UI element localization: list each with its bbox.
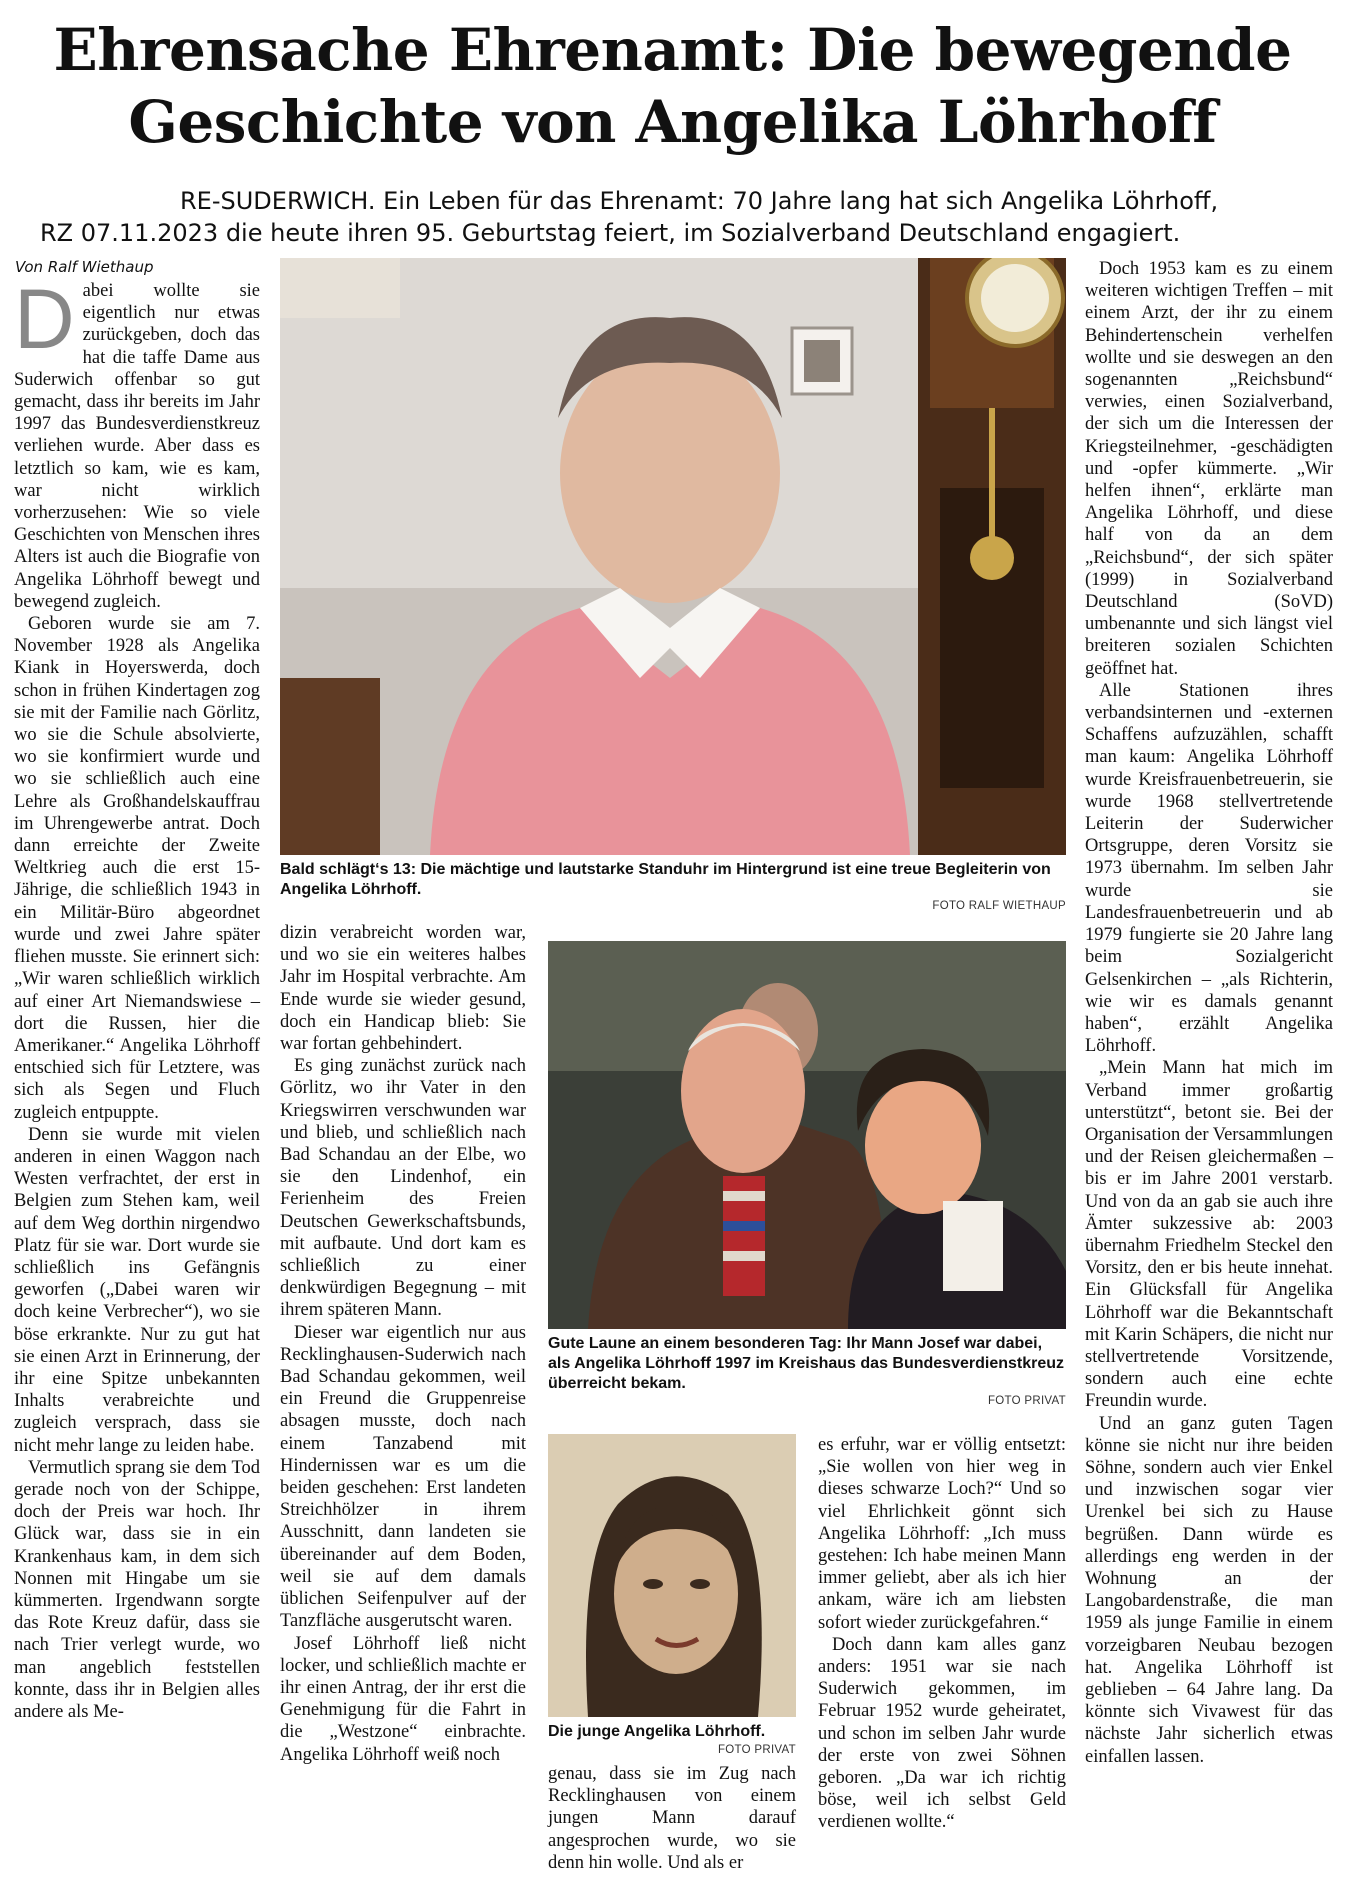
lead-line-1: RE-SUDERWICH. Ein Leben für das Ehrenamt: 70 Jahre lang hat sich Angelika Löhrhoff, [180, 187, 1219, 215]
main-photo-caption: Bald schlägt‘s 13: Die mächtige und lautstarke Standuhr im Hintergrund ist eine treue Begleiterin von Angelika Löhrhoff. [280, 861, 1051, 898]
young-portrait-credit: FOTO PRIVAT [717, 1744, 796, 1756]
author-byline: Von Ralf Wiethaup [15, 258, 154, 276]
headline [0, 14, 1345, 158]
paragraph: Josef Löhrhoff ließ nicht locker, und schließlich machte er ihr einen Antrag, der ihr erst die Genehmigung für die Fahrt in die „Westzone“ einbrachte. Angelika Löhrhoff weiß noch [280, 1633, 526, 1765]
paragraph: „Mein Mann hat mich im Verband immer großartig unterstützt“, betont sie. Bei der Organisation der Versammlungen und der Reisen gleichermaßen – bis er im Jahre 2001 verstarb. Und von da an gab sie auch ihre Ämter sukzessive ab: 2003 übernahm Friedhelm Steckel den Vorsitz, den er bis heute innehat. Ein Glücksfall für Angelika Löhrhoff war die Bekanntschaft mit Karin Schäpers, die nicht nur stellvertretende Vorsitzende, sondern auch eine echte Freundin wurde. [1085, 1058, 1333, 1412]
article-column-2 [280, 922, 526, 1766]
paragraph: Doch 1953 kam es zu einem weiteren wichtigen Treffen – mit einem Arzt, der ihr zu einem Behindertenschein verhelfen wollte und sie deswegen an den sogenannten „Reichsbund“ verwies, einen Sozialverband, der sich um die Interessen der Kriegsteilnehmer, -geschädigten und -opfer kümmerte. „Wir helfen ihnen“, erklärte man Angelika Löhrhoff, und diese half von da an dem „Reichsbund“, der sich später (1999) in Sozialverband Deutschland (SoVD) umbenannte und sich längst viel breiteren sozialen Schichten geöffnet hat. [1085, 259, 1333, 679]
paragraph: Und an ganz guten Tagen könne sie nicht nur ihre beiden Söhne, sondern auch vier Enkel und inzwischen sogar vier Urenkel bei sich zu Hause begrüßen. Dann würde es allerdings eng werden in der Wohnung an der Langobardenstraße, die man 1959 als junge Familie in einem vorzeigbaren Neubau bezogen hat. Angelika Löhrhoff ist geblieben – 64 Jahre lang. Da könnte sich Vivawest für das nächste Jahr sicherlich etwas einfallen lassen. [1085, 1413, 1333, 1767]
headline-line-1: Ehrensache Ehrenamt: Die bewegende [53, 16, 1292, 84]
young-portrait-photo [548, 1434, 796, 1717]
paragraph: Es ging zunächst zurück nach Görlitz, wo ihr Vater in den Kriegswirren verschwunden war und blieb, und schließlich nach Bad Schandau an der Elbe, wo sie den Lindenhof, ein Ferienheim des Freien Deutschen Gewerkschaftsbunds, mit aufbaute. Und dort kam es schließlich zu einer denkwürdigen Begegnung – mit ihrem späteren Mann. [280, 1056, 526, 1321]
article-column-3 [548, 1763, 796, 1874]
paragraph: genau, dass sie im Zug nach Recklinghausen von einem jungen Mann darauf angesprochen wurde, wo sie denn hin wolle. Und als er [548, 1764, 796, 1873]
article-column-5 [1085, 258, 1333, 1768]
paragraph: dizin verabreicht worden war, und wo sie ein weiteres halbes Jahr im Hospital verbrachte. Am Ende wurde sie wieder gesund, doch ein Handicap blieb: Sie war fortan gehbehindert. [280, 923, 526, 1055]
couple-image [548, 941, 1066, 1329]
couple-photo-caption: Gute Laune an einem besonderen Tag: Ihr Mann Josef war dabei, als Angelika Löhrhoff 1997 im Kreishaus das Bundesverdienstkreuz überreicht bekam. [548, 1335, 1065, 1392]
paragraph: Dieser war eigentlich nur aus Recklinghausen-Suderwich nach Bad Schandau gekommen, weil ein Freund die Gruppenreise absagen musste, doch nach einem Tanzabend mit Hindernissen war es um die beiden geschehen: Erst landeten Streichhölzer in ihrem Ausschnitt, dann landeten sie übereinander auf dem Boden, weil sie auf dem damals üblichen Seifenpulver auf der Tanzfläche ausgerutscht waren. [280, 1322, 526, 1632]
young-portrait-caption: Die junge Angelika Löhrhoff. [548, 1723, 766, 1740]
lead-line-2: die heute ihren 95. Geburtstag feiert, im Sozialverband Deutschland engagiert. [225, 219, 1181, 247]
paragraph: Alle Stationen ihres verbandsinternen und -externen Schaffens aufzuzählen, schafft man kaum: Angelika Löhrhoff wurde Kreisfrauenbetreuerin, sie wurde 1968 stellvertretende Leiterin der Suderwicher Ortsgruppe, deren Vorsitz sie 1973 übernahm. Im selben Jahr wurde sie Landesfrauenbetreuerin und ab 1979 fungierte sie 20 Jahre lang beim Sozialgericht Gelsenkirchen – „als Richterin, wie wir es damals genannt haben“, erzählt Angelika Löhrhoff. [1085, 680, 1333, 1057]
headline-line-2: Geschichte von Angelika Löhrhoff [128, 88, 1217, 156]
paragraph: abei wollte sie eigentlich nur etwas zurückgeben, doch das hat die taffe Dame aus Suderwich offenbar so gut gemacht, dass ihr bereits im Jahr 1997 das Bundesverdienstkreuz verliehen wurde. Aber dass es letztlich so kam, wie es kam, war nicht wirklich vorherzusehen: Wie so viele Geschichten von Menschen ihres Alters ist auch die Biografie von Angelika Löhrhoff bewegt und bewegend zugleich. [14, 281, 260, 612]
drop-cap: D [14, 272, 75, 366]
paragraph: Geboren wurde sie am 7. November 1928 als Angelika Kiank in Hoyerswerda, doch schon in frühen Kindertagen zog sie mit der Familie nach Görlitz, wo sie die Schule absolvierte, wo sie konfirmiert wurde und wo sie schließlich auch eine Lehre als Großhandelskauffrau im Uhrengewerbe antrat. Doch dann erreichte der Zweite Weltkrieg auch die erst 15-Jährige, die schließlich 1943 in ein Militär-Büro abgeordnet wurde und zwei Jahre später fliehen musste. Sie erinnert sich: „Wir waren schließlich wirklich auf einer Art Niemandswiese – dort die Russen, hier die Amerikaner.“ Angelika Löhrhoff entschied sich für Letztere, was sich als Segen und Fluch zugleich entpuppte. [14, 614, 260, 1123]
article-column-1 [14, 272, 260, 1723]
main-photo [280, 258, 1066, 855]
paragraph: es erfuhr, war er völlig entsetzt: „Sie wollen von hier weg in dieses schwarze Loch?“ Und so viel Ehrlichkeit gönnt sich Angelika Löhrhoff: „Ich muss gestehen: Ich habe meinen Mann immer geliebt, aber als ich hier ankam, wäre ich am liebsten sofort wieder zurückgefahren.“ [818, 1435, 1066, 1633]
article-column-4 [818, 1434, 1066, 1834]
lead-line-2-row [40, 217, 1330, 249]
paragraph: Vermutlich sprang sie dem Tod gerade noch von der Schippe, doch der Preis war hoch. Ihr Glück war, dass sie in ein Krankenhaus kam, in dem sich Nonnen mit Hingabe um sie kümmerten. Irgendwann sorgte das Rote Kreuz dafür, dass sie nach Trier verlegt wurde, wo man angeblich feststellen konnte, dass ihr in Belgien alles andere als Me- [14, 1457, 260, 1722]
paragraph: Doch dann kam alles ganz anders: 1951 war sie nach Suderwich gekommen, im Februar 1952 wurde geheiratet, und schon im selben Jahr wurde der erste von zwei Söhnen geboren. „Da war ich richtig böse, weil ich selbst Geld verdienen wollte.“ [818, 1634, 1066, 1833]
couple-photo [548, 941, 1066, 1329]
couple-photo-credit: FOTO PRIVAT [987, 1395, 1066, 1407]
dateline: RZ 07.11.2023 [40, 219, 219, 247]
paragraph: Denn sie wurde mit vielen anderen in einen Waggon nach Westen verfrachtet, der erst in Belgien zum Stehen kam, weil auf dem Weg dorthin nirgendwo Platz für sie war. Dort wurde sie schließlich ins Gefängnis geworfen („Dabei waren wir doch keine Verbrecher“), wo sie böse erkrankte. Nur zu gut hat sie einen Arzt in Erinnerung, der ihr eine Spitze unbekannten Inhalts verabreichte und zugleich versprach, dass sie nicht mehr lange zu leiden habe. [14, 1124, 260, 1456]
portrait-elderly-woman-image [280, 258, 1066, 855]
lead-block [40, 185, 1330, 249]
young-woman-image [548, 1434, 796, 1717]
main-photo-credit: FOTO RALF WIETHAUP [932, 900, 1066, 912]
